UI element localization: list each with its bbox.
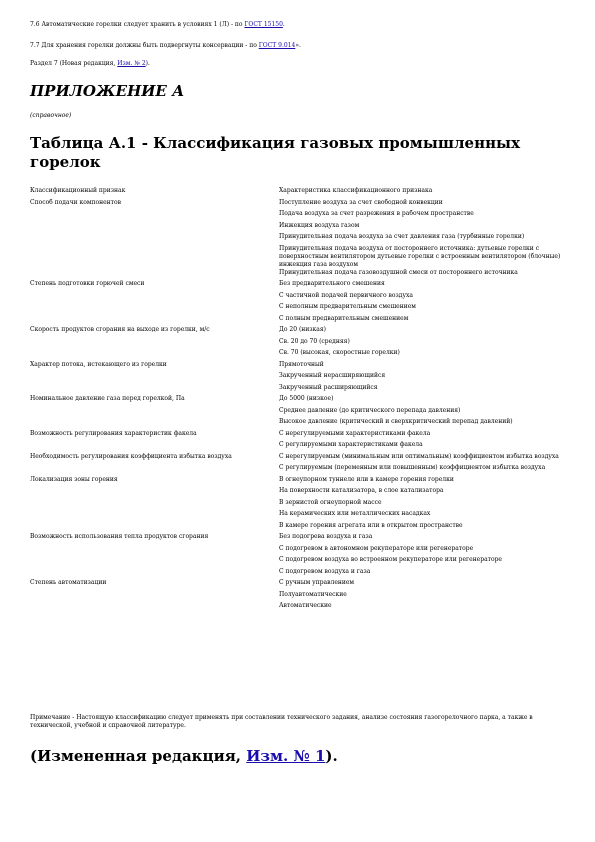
paragraph-section-edition bbox=[30, 59, 150, 68]
table-cell-characteristic: Закрученный расширяющийся bbox=[279, 383, 378, 391]
table-cell-characteristic: С ручным управлением bbox=[279, 579, 355, 586]
table-cell-feature bbox=[30, 418, 279, 430]
table-cell-feature: Возможность использования тепла продуктов сгорания bbox=[30, 533, 209, 540]
table-cell-feature bbox=[30, 464, 279, 476]
table-row bbox=[30, 210, 565, 222]
table-body bbox=[30, 187, 565, 614]
table-row bbox=[30, 579, 565, 591]
table-cell-feature: Степень подготовки горючей смеси bbox=[30, 280, 145, 287]
table-cell-feature bbox=[30, 510, 279, 522]
table-cell-feature: Степень автоматизации bbox=[30, 579, 107, 586]
table-cell-feature bbox=[30, 315, 279, 327]
table-cell-feature bbox=[30, 349, 279, 361]
table-cell-feature bbox=[30, 441, 279, 453]
table-cell-characteristic: С регулируемыми характеристиками факела bbox=[279, 441, 423, 448]
table-title: Таблица А.1 - Классификация газовых промышленных горелок bbox=[30, 134, 521, 171]
table-cell-characteristic: До 5000 (низкое) bbox=[279, 395, 334, 402]
table-row bbox=[30, 407, 565, 419]
table-cell-characteristic: До 20 (низкая) bbox=[279, 326, 327, 333]
table-cell-feature: Способ подачи компонентов bbox=[30, 198, 121, 206]
table-row bbox=[30, 499, 565, 511]
table-cell-characteristic: Среднее давление (до критического перепада давления) bbox=[279, 406, 461, 414]
table-cell-characteristic: Св. 70 (высокая, скоростные горелки) bbox=[279, 349, 400, 356]
table-row bbox=[30, 591, 565, 603]
table-row bbox=[30, 292, 565, 304]
table-footnote: Примечание - Настоящую классификацию следует применять при составлении технического задания, анализе состояния газогорелочного парка, а также в технической, учебной и справочной литературе. bbox=[30, 714, 533, 729]
table-cell-characteristic: Принудительная подача газовоздушной смеси от постороннего источника bbox=[279, 268, 518, 276]
table-cell-characteristic: Высокое давление (критический и сверхкритический перепад давлений) bbox=[279, 418, 513, 425]
table-cell-feature: Характер потока, истекающего из горелки bbox=[30, 360, 167, 368]
table-cell-characteristic: Закрученный нерасширяющийся bbox=[279, 372, 386, 379]
table-cell-characteristic: Принудительная подача воздуха за счет давления газа (турбинные горелки) bbox=[279, 233, 525, 240]
table-row bbox=[30, 315, 565, 327]
amendment-2-link[interactable]: Изм. № 2 bbox=[117, 60, 146, 67]
table-cell-characteristic: С полным предварительным смешением bbox=[279, 314, 409, 322]
table-cell-feature: Скорость продуктов сгорания на выходе из горелки, м/с bbox=[30, 326, 210, 333]
table-row bbox=[30, 349, 565, 361]
table-cell-characteristic: Без предварительного смешения bbox=[279, 280, 385, 287]
gost-15150-link[interactable]: ГОСТ 15150 bbox=[244, 21, 283, 28]
table-cell-feature bbox=[30, 245, 279, 269]
table-cell-feature: Необходимость регулирования коэффициента избытка воздуха bbox=[30, 452, 232, 460]
table-cell-feature bbox=[30, 269, 279, 281]
table-row bbox=[30, 395, 565, 407]
table-cell-feature bbox=[30, 292, 279, 304]
table-row bbox=[30, 533, 565, 545]
table-cell-characteristic: Инжекция воздуха газом bbox=[279, 221, 360, 229]
table-cell-feature bbox=[30, 556, 279, 568]
table-row bbox=[30, 199, 565, 211]
table-cell-characteristic: Принудительная подача воздуха от постороннего источника: дутьевые горелки с поверхностным вентилятором дутьевые горелки с встроенным вентилятором (блочные) инжекция газа воздухом bbox=[279, 244, 561, 268]
table-row bbox=[30, 338, 565, 350]
table-row bbox=[30, 418, 565, 430]
table-cell-feature bbox=[30, 338, 279, 350]
table-cell-feature bbox=[30, 602, 279, 614]
table-row bbox=[30, 280, 565, 292]
table-cell-feature bbox=[30, 303, 279, 315]
table-row bbox=[30, 187, 565, 199]
table-row bbox=[30, 361, 565, 373]
paragraph-conservation bbox=[30, 41, 301, 50]
edition-end: ). bbox=[325, 747, 338, 765]
table-row bbox=[30, 510, 565, 522]
table-cell-feature bbox=[30, 591, 279, 603]
table-row bbox=[30, 326, 565, 338]
table-cell-feature bbox=[30, 210, 279, 222]
table-cell-feature: Локализация зоны горения bbox=[30, 475, 118, 483]
table-row bbox=[30, 522, 565, 534]
table-row bbox=[30, 453, 565, 465]
table-cell-feature: Классификационный признак bbox=[30, 187, 126, 194]
table-row bbox=[30, 269, 565, 281]
table-cell-characteristic: На керамических или металлических насадках bbox=[279, 510, 431, 517]
table-cell-characteristic: В зернистой огнеупорной массе bbox=[279, 498, 382, 506]
table-cell-characteristic: С нерегулируемым (минимальным или оптимальным) коэффициентом избытка воздуха bbox=[279, 452, 559, 460]
table-cell-characteristic: С подогревом в автономном рекуператоре или регенераторе bbox=[279, 544, 474, 552]
table-cell-feature bbox=[30, 545, 279, 557]
paragraph-text: 7.7 Для хранения горелки должны быть подвергнуты консервации - по bbox=[30, 42, 259, 49]
appendix-title: ПРИЛОЖЕНИЕ А bbox=[30, 82, 185, 100]
table-cell-characteristic: Характеристика классификационного признака bbox=[279, 187, 433, 194]
table-cell-feature bbox=[30, 372, 279, 384]
table-cell-characteristic: В огнеупорном туннеле или в камере горения горелки bbox=[279, 475, 454, 483]
table-cell-characteristic: С частичной подачей первичного воздуха bbox=[279, 291, 413, 299]
table-cell-feature bbox=[30, 384, 279, 396]
paragraph-text: Раздел 7 (Новая редакция, bbox=[30, 60, 118, 67]
paragraph-storage-conditions bbox=[30, 20, 285, 29]
table-cell-characteristic: С неполным предварительным смешением bbox=[279, 303, 416, 310]
appendix-note: (справочное) bbox=[30, 112, 72, 119]
table-cell-feature bbox=[30, 487, 279, 499]
table-cell-feature: Возможность регулирования характеристик факела bbox=[30, 429, 197, 437]
paragraph-text: 7.6 Автоматические горелки следует хранить в условиях 1 (Л) - по bbox=[30, 21, 245, 28]
table-row bbox=[30, 384, 565, 396]
table-row bbox=[30, 556, 565, 568]
table-cell-characteristic: В камере горения агрегата или в открытом пространстве bbox=[279, 521, 463, 529]
table-cell-characteristic: С подогревом воздуха и газа bbox=[279, 567, 371, 575]
table-row bbox=[30, 303, 565, 315]
table-cell-characteristic: Автоматические bbox=[279, 602, 332, 609]
table-row bbox=[30, 430, 565, 442]
table-row bbox=[30, 441, 565, 453]
table-cell-characteristic: Полуавтоматические bbox=[279, 590, 347, 598]
table-row bbox=[30, 245, 565, 269]
table-row bbox=[30, 464, 565, 476]
paragraph-end: ». bbox=[295, 42, 301, 49]
gost-9014-link[interactable]: ГОСТ 9.014 bbox=[258, 42, 296, 49]
classification-table bbox=[30, 187, 565, 614]
table-row bbox=[30, 487, 565, 499]
table-row bbox=[30, 476, 565, 488]
edition-text: (Измененная редакция, bbox=[30, 747, 247, 765]
table-row bbox=[30, 545, 565, 557]
table-cell-feature bbox=[30, 222, 279, 234]
table-cell-characteristic: Поступление воздуха за счет свободной конвекции bbox=[279, 198, 443, 206]
amendment-1-link[interactable]: Изм. № 1 bbox=[246, 747, 326, 765]
table-cell-feature bbox=[30, 407, 279, 419]
table-cell-feature bbox=[30, 522, 279, 534]
table-cell-characteristic: С подогревом воздуха во встроенном рекуператоре или регенераторе bbox=[279, 556, 502, 563]
table-cell-characteristic: Прямоточный bbox=[279, 360, 324, 368]
table-cell-feature bbox=[30, 499, 279, 511]
table-row bbox=[30, 222, 565, 234]
table-cell-characteristic: Подача воздуха за счет разрежения в рабочем пространстве bbox=[279, 210, 474, 217]
table-cell-feature bbox=[30, 568, 279, 580]
table-cell-characteristic: На поверхности катализатора, в слое катализатора bbox=[279, 487, 444, 494]
table-cell-feature: Номинальное давление газа перед горелкой, Па bbox=[30, 395, 185, 402]
table-cell-characteristic: Без подогрева воздуха и газа bbox=[279, 533, 373, 540]
table-row bbox=[30, 233, 565, 245]
table-cell-feature bbox=[30, 233, 279, 245]
table-row bbox=[30, 602, 565, 614]
paragraph-end: . bbox=[282, 21, 285, 28]
paragraph-end: ). bbox=[145, 60, 150, 67]
table-row bbox=[30, 372, 565, 384]
table-cell-characteristic: С регулируемым (переменным или повышенным) коэффициентом избытка воздуха bbox=[279, 464, 546, 471]
edition-note bbox=[30, 746, 338, 766]
table-cell-characteristic: С нерегулируемыми характеристиками факела bbox=[279, 429, 431, 437]
table-cell-characteristic: Св. 20 до 70 (средняя) bbox=[279, 337, 350, 345]
table-row bbox=[30, 568, 565, 580]
